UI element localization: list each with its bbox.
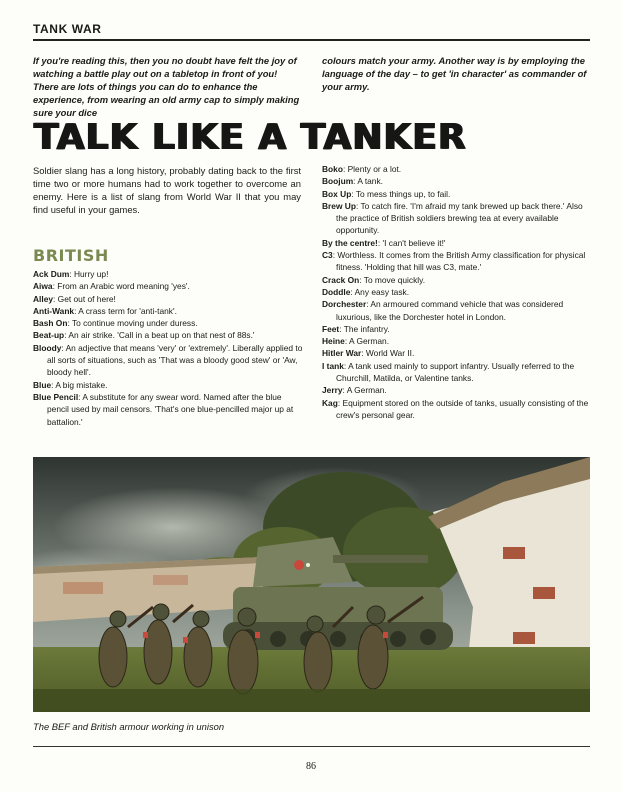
intro-text-right: colours match your army. Another way is by employing the language of the day – to get 'in character' as commander of your army. [322, 55, 587, 92]
glossary-entry [33, 317, 305, 329]
glossary-definition: : An armoured command vehicle that was considered luxurious, like the Dorchester hotel in London. [336, 299, 564, 322]
glossary-entry [33, 268, 305, 280]
glossary-definition: : To continue moving under duress. [67, 318, 198, 329]
glossary-term: Alley [33, 293, 54, 304]
glossary-term: Heine [322, 336, 345, 347]
glossary-entry [322, 237, 592, 249]
glossary-term: Boojum [322, 176, 354, 187]
glossary-term: Beat-up [33, 330, 65, 341]
page-title: TALK LIKE A TANKER [34, 117, 467, 158]
glossary-column-right [322, 163, 592, 421]
glossary-entry [33, 391, 305, 428]
glossary-term: Blue [33, 379, 52, 390]
glossary-term: Bash On [33, 318, 68, 329]
glossary-term: Brew Up [322, 200, 356, 211]
glossary-term: By the centre! [322, 237, 378, 248]
section-heading-british: BRITISH [33, 246, 109, 265]
glossary-entry [322, 360, 592, 385]
glossary-entry [322, 163, 592, 175]
glossary-entry [322, 335, 592, 347]
glossary-entry [322, 298, 592, 323]
glossary-entry [322, 397, 592, 422]
running-header: TANK WAR [33, 22, 102, 36]
lead-paragraph: Soldier slang has a long history, probably dating back to the first time two or more humans had to work together to overcome an enemy. Here is a list of slang from World War II that you may find useful in your games. [33, 165, 301, 215]
glossary-definition: : Equipment stored on the outside of tanks, usually consisting of the crew's personal gear. [336, 397, 589, 420]
glossary-entry [322, 274, 592, 286]
glossary-definition: : Hurry up! [69, 269, 109, 279]
glossary-term: Doddle [322, 286, 351, 297]
glossary-term: Crack On [322, 274, 360, 285]
glossary-definition: : An air strike. 'Call in a beat up on that nest of 88s.' [64, 330, 255, 341]
glossary-definition: : A tank. [353, 176, 383, 187]
glossary-entry [33, 329, 305, 341]
glossary-definition: : Worthless. It comes from the British Army classification for physical fitness. 'Holding that hill was C3, mate.' [332, 250, 586, 273]
glossary-term: Box Up [322, 188, 352, 199]
glossary-definition: : To move quickly. [359, 274, 426, 285]
glossary-term: Bloody [33, 342, 62, 353]
glossary-entry [322, 347, 592, 359]
glossary-term: Blue Pencil [33, 391, 79, 402]
page-number: 86 [306, 761, 316, 772]
glossary-definition: : To catch fire. 'I'm afraid my tank brewed up back there.' Also the practice of British soldiers brewing tea at every available opportunity. [336, 200, 583, 236]
glossary-column-left [33, 268, 305, 428]
glossary-entry [33, 342, 305, 379]
glossary-term: I tank [322, 360, 344, 371]
glossary-definition: : 'I can't believe it!' [377, 237, 446, 248]
glossary-definition: : Any easy task. [350, 286, 410, 297]
glossary-term: Aiwa [33, 281, 53, 292]
glossary-definition: : Plenty or a lot. [342, 164, 402, 174]
glossary-definition: : A crass term for 'anti-tank'. [74, 305, 177, 316]
glossary-entry [322, 188, 592, 200]
miniatures-photo [33, 457, 590, 712]
glossary-definition: : The infantry. [339, 323, 390, 334]
glossary-term: C3 [322, 250, 333, 261]
glossary-entry [322, 249, 592, 274]
glossary-definition: : From an Arabic word meaning 'yes'. [52, 281, 190, 292]
footer-rule [33, 746, 590, 747]
photo-caption: The BEF and British armour working in unison [33, 721, 225, 732]
glossary-entry [322, 384, 592, 396]
glossary-definition: : An adjective that means 'very' or 'extremely'. Liberally applied to all sorts of situations, such as 'That was a bloody good stew' or 'Aw, bloody hell'. [47, 342, 303, 378]
glossary-definition: : To mess things up, to fail. [351, 188, 451, 199]
glossary-term: Feet [322, 323, 340, 334]
glossary-entry [33, 280, 305, 292]
glossary-entry [33, 293, 305, 305]
glossary-entry [322, 175, 592, 187]
glossary-term: Jerry [322, 385, 343, 396]
glossary-term: Kag [322, 397, 338, 408]
glossary-entry [33, 305, 305, 317]
glossary-definition: : A German. [342, 385, 387, 396]
glossary-entry [33, 379, 305, 391]
glossary-term: Dorchester [322, 299, 367, 310]
glossary-entry [322, 200, 592, 237]
glossary-entry [322, 286, 592, 298]
glossary-definition: : A substitute for any swear word. Named after the blue pencil used by mail censors. 'That's one blue-pencilled major up at battalion.' [47, 391, 294, 427]
glossary-definition: : A big mistake. [51, 379, 108, 390]
glossary-term: Ack Dum [33, 269, 70, 279]
header-rule [33, 39, 590, 41]
intro-text-left: If you're reading this, then you no doubt have felt the joy of watching a battle play out on a tabletop in front of you! There are lots of things you can do to enhance the experience, from wearing an old army cap to simply making sure your dice [33, 55, 300, 118]
glossary-definition: : A German. [344, 336, 390, 347]
glossary-term: Anti-Wank [33, 305, 75, 316]
glossary-definition: : World War II. [361, 348, 415, 359]
glossary-term: Hitler War [322, 348, 362, 359]
glossary-definition: : Get out of here! [53, 293, 116, 304]
glossary-definition: : A tank used mainly to support infantry. Usually referred to the Churchill, Matilda, or Valentine tanks. [336, 360, 575, 384]
glossary-term: Boko [322, 164, 343, 174]
glossary-entry [322, 323, 592, 335]
